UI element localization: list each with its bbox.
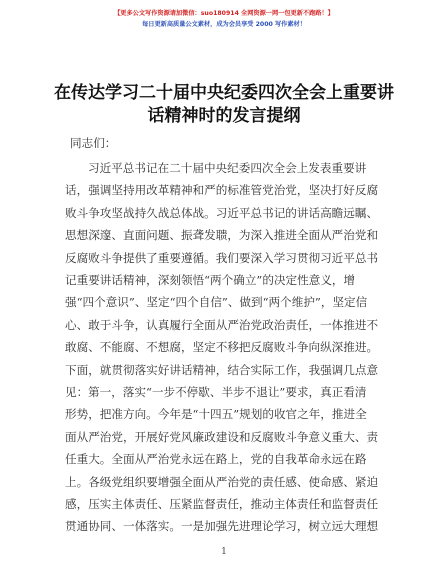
paragraph-1	[65, 157, 388, 403]
paragraph-line: 见：	[65, 385, 89, 400]
paragraph-line: 记重要讲话精神，深刻领悟“两个确立”的决定性意义，增	[65, 273, 356, 288]
greeting: 同志们：	[70, 136, 117, 150]
paragraph-line: 习近平总书记在二十届中央纪委四次全会上发表重要讲	[88, 161, 367, 175]
paragraph-line: 心、敢于斗争，认真履行全面从严治党政治责任，一体推进不	[65, 317, 379, 332]
promo-banner-line2: 每日更新高质量公文素材，成为会员享受 2000 写作素材！	[142, 21, 306, 28]
paragraph-line: 思想深邃、直面问题、振聋发聩，为深入推进全面从严治党和	[65, 228, 379, 243]
paragraph-line: 敢腐、不能腐、不想腐，坚定不移把反腐败斗争向纵深推进。	[65, 340, 379, 355]
paragraph-line: 任重大。全面从严治党永远在路上，党的自我革命永远在路	[65, 452, 367, 467]
document-title-line2: 话精神时的发言提纲	[147, 106, 301, 126]
document-title	[40, 82, 408, 128]
paragraph-2	[65, 381, 388, 538]
paragraph-line: 上。各级党组织要增强全面从严治党的责任感、使命感、紧迫	[65, 474, 379, 489]
paragraph-line: 强“四个意识”、坚定“四个自信”、做到“两个维护”，坚定信	[65, 295, 368, 310]
promo-banner	[0, 8, 448, 30]
paragraph-line: 第一，落实“一步不停歇、半步不退让”要求，真正看清	[88, 385, 367, 399]
paragraph-line: 败斗争攻坚战持久战总体战。习近平总书记的讲话高瞻远瞩、	[65, 205, 379, 220]
paragraph-line: 下面，就贯彻落实好讲话精神，结合实际工作，我强调几点意	[65, 362, 379, 377]
paragraph-line: 贯通协同、一体落实。一是加强先进理论学习，树立远大理想	[65, 519, 379, 534]
paragraph-line: 面从严治党，开展好党风廉政建设和反腐败斗争意义重大、责	[65, 429, 379, 444]
page-number: 1	[221, 547, 227, 557]
document-title-line1: 在传达学习二十届中央纪委四次全会上重要讲	[54, 83, 394, 103]
paragraph-line: 反腐败斗争提供了重要遵循。我们要深入学习贯彻习近平总书	[65, 250, 379, 265]
paragraph-line: 形势，把准方向。今年是“十四五”规划的收官之年，推进全	[65, 407, 367, 422]
paragraph-line: 话，强调坚持用改革精神和严的标准管党治党，坚决打好反腐	[65, 183, 379, 198]
promo-banner-line1: 【更多公文写作资源请加微信：suo180914 全网资源一网一包更新不跑路！】	[114, 10, 334, 17]
paragraph-line: 感，压实主体责任、压紧监督责任，推动主体责任和监督责任	[65, 497, 379, 512]
